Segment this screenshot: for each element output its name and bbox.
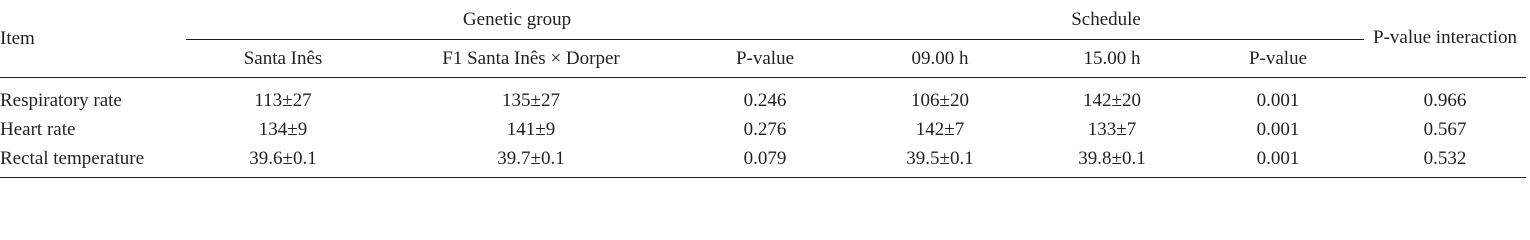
- genetic-group-header: Genetic group: [186, 0, 848, 39]
- table-row: [0, 144, 1526, 178]
- santa-ines-cell: 39.6±0.1: [186, 144, 380, 178]
- header-row-top: [0, 0, 1526, 39]
- genetic-p-value-header: P-value: [682, 39, 848, 77]
- genetic-p-value-cell: 0.276: [743, 118, 787, 140]
- row-item-label: Respiratory rate: [0, 89, 122, 111]
- row-item-label: Rectal temperature: [0, 144, 186, 178]
- f1-cell: 39.7±0.1: [380, 144, 682, 178]
- schedule-1500-cell: 142±20: [1083, 89, 1141, 111]
- header-row-sub: [0, 39, 1526, 77]
- f1-cell: 141±9: [506, 118, 556, 140]
- row-item-label: Heart rate: [0, 118, 76, 140]
- schedule-0900-cell: 142±7: [915, 118, 965, 140]
- f1-cell: 135±27: [502, 89, 560, 111]
- genetic-p-value-cell: 0.079: [682, 144, 848, 178]
- santa-ines-cell: 113±27: [254, 89, 312, 111]
- schedule-1500-cell: 39.8±0.1: [1032, 144, 1192, 178]
- santa-ines-header: Santa Inês: [186, 39, 380, 77]
- santa-ines-cell: 134±9: [258, 118, 308, 140]
- interaction-p-value-cell: 0.532: [1364, 144, 1526, 178]
- schedule-header: Schedule: [848, 0, 1364, 39]
- schedule-1500-header: 15.00 h: [1032, 39, 1192, 77]
- schedule-p-value-cell: 0.001: [1256, 89, 1300, 111]
- schedule-p-value-cell: 0.001: [1256, 118, 1300, 140]
- schedule-p-value-header: P-value: [1192, 39, 1364, 77]
- schedule-0900-cell: 39.5±0.1: [848, 144, 1032, 178]
- interaction-p-value-cell: 0.567: [1423, 118, 1467, 140]
- table-row: [0, 77, 1526, 115]
- f1-crossbred-header: F1 Santa Inês × Dorper: [380, 39, 682, 77]
- interaction-p-value-cell: 0.966: [1423, 89, 1467, 111]
- p-value-interaction-header: P-value interaction: [1364, 0, 1526, 77]
- schedule-1500-cell: 133±7: [1087, 118, 1137, 140]
- genetic-p-value-cell: 0.246: [743, 89, 787, 111]
- item-column-header: Item: [0, 0, 186, 77]
- table-body: [0, 77, 1526, 177]
- table-row: [0, 115, 1526, 144]
- schedule-0900-header: 09.00 h: [848, 39, 1032, 77]
- table-header: [0, 0, 1526, 77]
- schedule-0900-cell: 106±20: [911, 89, 969, 111]
- schedule-p-value-cell: 0.001: [1192, 144, 1364, 178]
